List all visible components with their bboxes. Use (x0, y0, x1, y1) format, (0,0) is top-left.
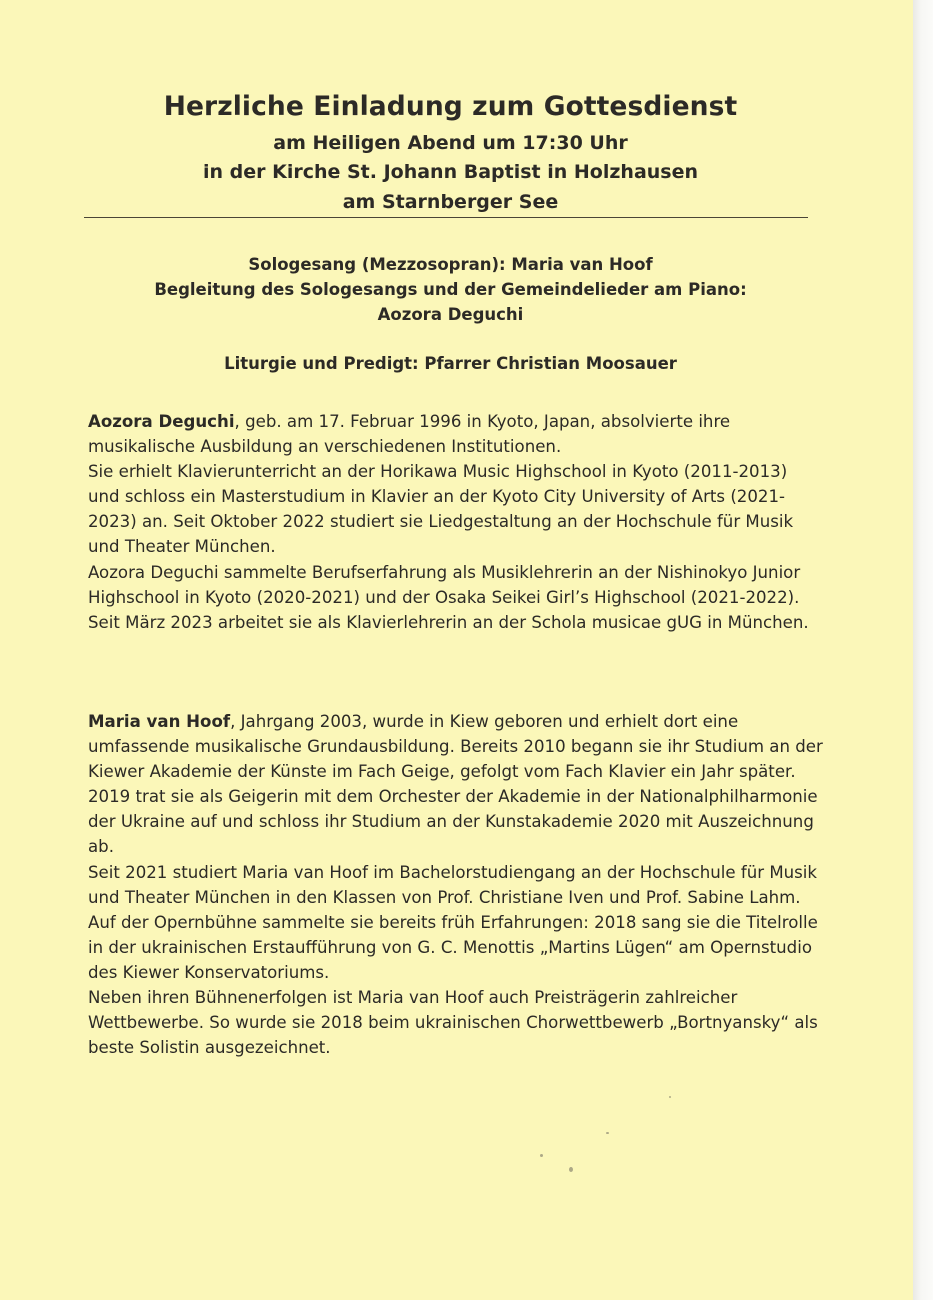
credit-pianist: Aozora Deguchi (377, 305, 524, 324)
scan-speck (669, 1096, 671, 1098)
event-location-region: am Starnberger See (342, 191, 559, 213)
bio-paragraph: Aozora Deguchi sammelte Berufserfahrung als Musiklehrerin an der Nishinokyo Junior Highschool in Kyoto (2020-2021) und der Osaka Seikei Girl’s Highschool (2021-2022). (88, 562, 801, 607)
bio-paragraph: Seit 2021 studiert Maria van Hoof im Bachelorstudiengang an der Hochschule für Musik und Theater München in den Klassen von Prof. Christiane Iven und Prof. Sabine Lahm. (88, 862, 818, 907)
scan-speck (569, 1167, 573, 1172)
credit-accompaniment: Begleitung des Sologesangs und der Gemeindelieder am Piano: (154, 280, 747, 299)
event-location: in der Kirche St. Johann Baptist in Holzhausen (202, 161, 699, 183)
bio-intro (88, 709, 823, 784)
bio-paragraph: 2019 trat sie als Geigerin mit dem Orchester der Akademie in der Nationalphilharmonie der Ukraine auf und schloss ihr Studium an der Kunstakademie 2020 mit Auszeichnung ab. (88, 787, 818, 857)
bio-name: Maria van Hoof (88, 712, 231, 731)
biography-pianist (88, 409, 823, 635)
scan-speck (540, 1154, 543, 1157)
bio-paragraph: Sie erhielt Klavierunterricht an der Horikawa Music Highschool in Kyoto (2011-2013) und schloss ein Masterstudium in Klavier an der Kyoto City University of Arts (2021-2023) an. Seit Oktober 2022 studiert sie Liedgestaltung an der Hochschule für Musik und Theater München. (88, 462, 794, 557)
bio-paragraph: Auf der Opernbühne sammelte sie bereits früh Erfahrungen: 2018 sang sie die Titelrolle in der ukrainischen Erstaufführung von G. C. Menottis „Martins Lügen“ am Opernstudio des Kiewer Konservatoriums. (88, 912, 818, 982)
bio-paragraph: Seit März 2023 arbeitet sie als Klavierlehrerin an der Schola musicae gUG in München. (88, 612, 809, 632)
document-title: Herzliche Einladung zum Gottesdienst (163, 91, 738, 122)
scanner-edge (913, 0, 933, 1300)
bio-intro-text: , Jahrgang 2003, wurde in Kiew geboren und erhielt dort eine umfassende musikalische Grundausbildung. Bereits 2010 begann sie ihr Studium an der Kiewer Akademie der Künste im Fach Geige, gefolgt vom Fach Klavier ein Jahr später. (88, 712, 823, 782)
bio-paragraph: Neben ihren Bühnenerfolgen ist Maria van Hoof auch Preisträgerin zahlreicher Wettbewerbe. So wurde sie 2018 beim ukrainischen Chorwettbewerb „Bortnyansky“ als beste Solistin ausgezeichnet. (88, 988, 818, 1058)
header-divider (84, 217, 808, 218)
biography-singer (88, 709, 823, 1060)
credit-solo-singer: Sologesang (Mezzosopran): Maria van Hoof (248, 255, 653, 274)
event-time: am Heiligen Abend um 17:30 Uhr (273, 132, 628, 154)
bio-intro (88, 409, 823, 459)
bio-name: Aozora Deguchi (88, 412, 235, 431)
scan-speck (606, 1132, 609, 1134)
credit-liturgy: Liturgie und Predigt: Pfarrer Christian Moosauer (224, 354, 677, 373)
bio-intro-text: , geb. am 17. Februar 1996 in Kyoto, Japan, absolvierte ihre musikalische Ausbildung an verschiedenen Institutionen. (88, 412, 731, 457)
